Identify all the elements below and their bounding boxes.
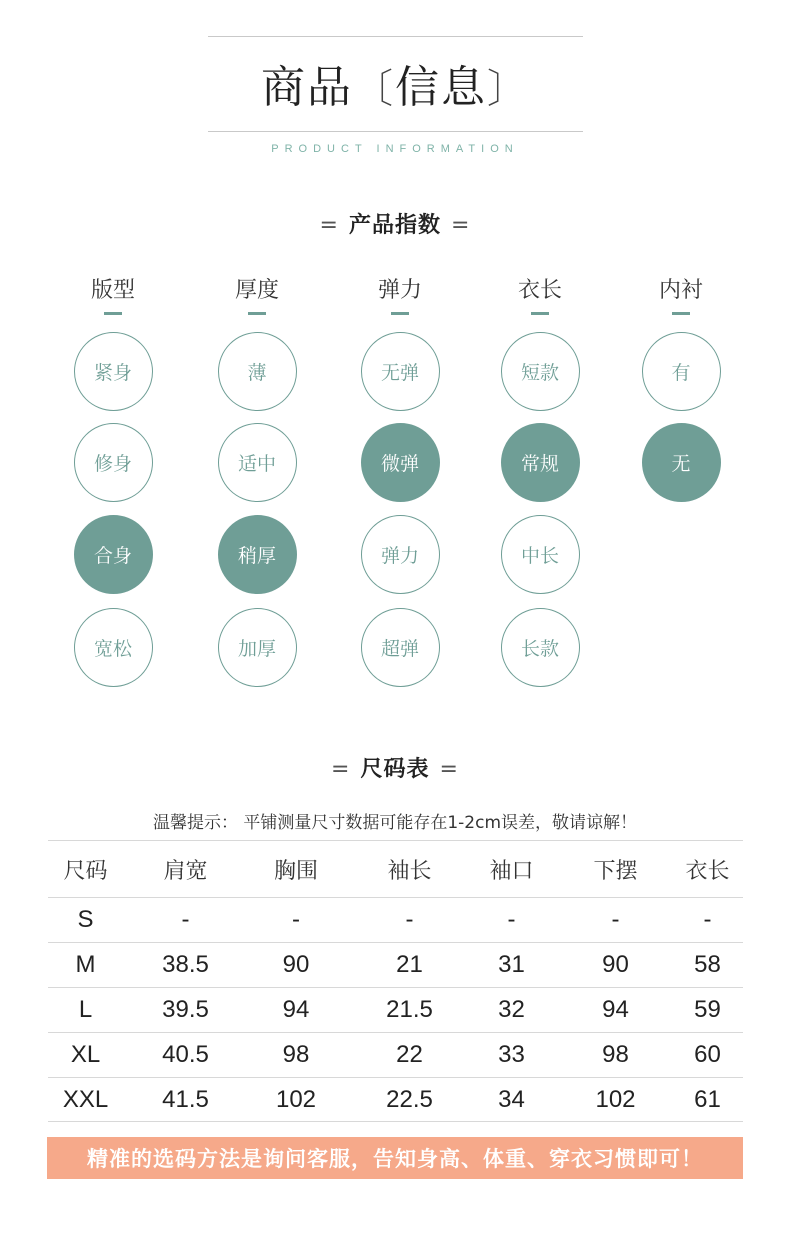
table-cell: 59 xyxy=(694,996,721,1023)
index-option: 长款 xyxy=(501,608,580,687)
table-cell: 22 xyxy=(396,1041,423,1068)
index-option-selected: 微弹 xyxy=(361,423,440,502)
index-column-label: 内衬 xyxy=(658,278,703,303)
index-option: 适中 xyxy=(218,423,297,502)
index-option-selected: 稍厚 xyxy=(218,515,297,594)
table-cell: 39.5 xyxy=(162,996,209,1023)
title-bracket-close: 〕 xyxy=(487,66,529,112)
page-subtitle: PRODUCT INFORMATION xyxy=(271,143,519,155)
table-cell: 94 xyxy=(282,996,310,1023)
table-cell: XXL xyxy=(62,1085,109,1113)
table-cell: M xyxy=(75,951,96,978)
page-title xyxy=(0,60,790,117)
table-cell: - xyxy=(292,906,300,933)
table-cell: 22.5 xyxy=(386,1085,433,1113)
table-cell: 90 xyxy=(602,951,629,978)
table-cell: 60 xyxy=(694,1041,721,1068)
table-cell: 33 xyxy=(498,1041,525,1068)
index-option: 薄 xyxy=(218,332,297,411)
index-column-header xyxy=(207,276,307,315)
index-option: 紧身 xyxy=(74,332,153,411)
index-option-selected: 常规 xyxy=(501,423,580,502)
table-row xyxy=(48,897,743,942)
size-advice-banner: 精准的选码方法是询问客服，告知身高、体重、穿衣习惯即可！ xyxy=(47,1137,743,1179)
table-cell: 98 xyxy=(602,1041,629,1068)
size-table xyxy=(48,840,743,1122)
table-header-cell: 袖口 xyxy=(489,858,534,884)
size-section-title-text: 尺码表 xyxy=(360,757,430,782)
index-option-selected: 无 xyxy=(642,423,721,502)
title-bracket-open: 〔 xyxy=(353,66,395,112)
table-cell: - xyxy=(611,906,620,933)
table-cell: - xyxy=(405,906,414,933)
header-bottom-rule xyxy=(208,131,583,132)
index-option-selected: 合身 xyxy=(74,515,153,594)
table-cell: 41.5 xyxy=(162,1085,209,1113)
table-cell: 61 xyxy=(694,1085,721,1113)
table-cell: 21 xyxy=(396,951,423,978)
index-column-header xyxy=(63,276,163,315)
index-column-underline xyxy=(531,312,549,315)
table-header-cell: 袖长 xyxy=(387,858,432,884)
table-cell: 102 xyxy=(595,1085,636,1113)
header-top-rule xyxy=(208,36,583,37)
table-cell: 90 xyxy=(282,951,310,978)
index-column-underline xyxy=(248,312,266,315)
table-row xyxy=(48,1077,743,1122)
table-header-cell: 肩宽 xyxy=(163,858,208,884)
table-cell: 34 xyxy=(498,1085,525,1113)
index-column-underline xyxy=(672,312,690,315)
index-column-header xyxy=(631,276,731,315)
table-row xyxy=(48,942,743,987)
index-column-header xyxy=(490,276,590,315)
size-section-title: = 尺码表 = xyxy=(331,757,459,782)
table-cell: 58 xyxy=(694,951,721,978)
table-cell: 40.5 xyxy=(162,1041,209,1068)
table-cell: - xyxy=(507,906,516,933)
table-header-cell: 胸围 xyxy=(273,858,318,884)
index-column-label: 衣长 xyxy=(517,278,562,303)
measurement-tip: 温馨提示： 平铺测量尺寸数据可能存在1-2cm误差，敬请谅解！ xyxy=(152,813,638,833)
index-column-label: 版型 xyxy=(90,278,135,303)
table-cell: 32 xyxy=(498,996,525,1023)
index-column-underline xyxy=(391,312,409,315)
table-header-cell: 尺码 xyxy=(63,858,108,884)
index-option: 无弹 xyxy=(361,332,440,411)
index-option: 修身 xyxy=(74,423,153,502)
table-header-cell: 衣长 xyxy=(685,858,730,884)
table-cell: 94 xyxy=(602,996,629,1023)
index-column-label: 弹力 xyxy=(377,278,422,303)
index-option: 弹力 xyxy=(361,515,440,594)
table-cell: - xyxy=(181,906,190,933)
index-option: 有 xyxy=(642,332,721,411)
table-cell: 21.5 xyxy=(386,996,433,1023)
index-option: 宽松 xyxy=(74,608,153,687)
index-option: 中长 xyxy=(501,515,580,594)
table-row xyxy=(48,987,743,1032)
index-option: 加厚 xyxy=(218,608,297,687)
table-cell: 38.5 xyxy=(162,951,209,978)
index-section-title: = 产品指数 = xyxy=(319,213,471,238)
table-cell: 102 xyxy=(275,1085,317,1113)
index-column-header xyxy=(350,276,450,315)
index-option: 短款 xyxy=(501,332,580,411)
table-cell: - xyxy=(703,906,712,933)
table-cell: L xyxy=(78,996,93,1023)
index-option: 超弹 xyxy=(361,608,440,687)
index-column-label: 厚度 xyxy=(234,278,279,303)
table-cell: 98 xyxy=(282,1041,310,1068)
title-text: 商品 xyxy=(261,62,353,113)
title-highlight: 信息 xyxy=(395,62,487,113)
table-header-row xyxy=(48,840,743,897)
table-header-cell: 下摆 xyxy=(593,858,638,884)
index-section-title-text: 产品指数 xyxy=(348,213,441,238)
table-cell: XL xyxy=(70,1041,101,1068)
table-cell: 31 xyxy=(498,951,525,978)
table-cell: S xyxy=(77,906,94,933)
index-column-underline xyxy=(104,312,122,315)
table-row xyxy=(48,1032,743,1077)
